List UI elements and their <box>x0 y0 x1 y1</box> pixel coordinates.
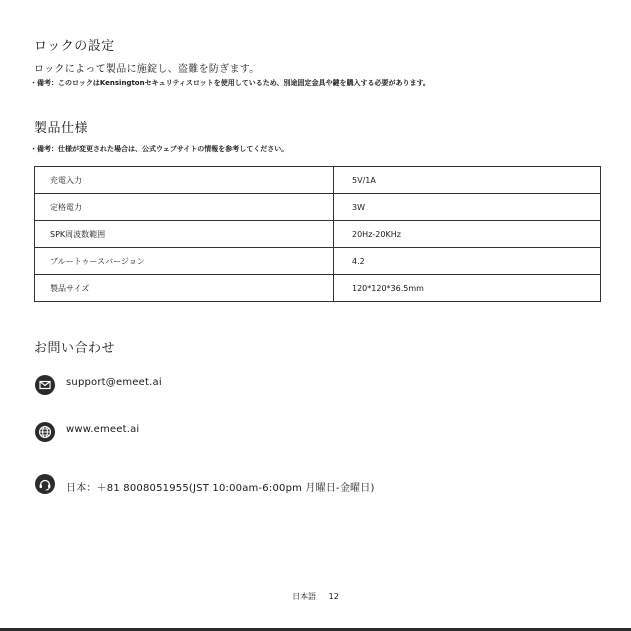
contact-section-title: お問い合わせ <box>34 341 116 356</box>
page-number: 12 <box>328 592 339 601</box>
mail-icon <box>35 375 55 395</box>
contact-phone[interactable]: 日本：＋81 8008051955(JST 10:00am-6:00pm 月曜日-金曜日) <box>66 483 375 494</box>
spec-value: 20Hz-20KHz <box>334 221 601 248</box>
spec-value: 5V/1A <box>334 167 601 194</box>
spec-label: 定格電力 <box>35 194 334 221</box>
contact-website[interactable]: www.emeet.ai <box>66 424 140 435</box>
spec-value: 4.2 <box>334 248 601 275</box>
headset-icon <box>35 474 55 494</box>
table-row <box>35 221 601 248</box>
contact-email[interactable]: support@emeet.ai <box>66 377 162 388</box>
footer-language: 日本語 <box>292 592 317 601</box>
table-row <box>35 194 601 221</box>
lock-note: ・備考：このロックはKensingtonセキュリティスロットを使用しているため、別途固定金具や鍵を購入する必要があります。 <box>30 79 430 87</box>
spec-label: SPK周波数範囲 <box>35 221 334 248</box>
table-row <box>35 248 601 275</box>
table-row <box>35 167 601 194</box>
page-footer <box>0 591 631 602</box>
spec-label: 製品サイズ <box>35 275 334 302</box>
table-row <box>35 275 601 302</box>
spec-label: 充電入力 <box>35 167 334 194</box>
spec-label: ブルートゥースバージョン <box>35 248 334 275</box>
spec-section-title: 製品仕様 <box>34 121 89 136</box>
lock-description: ロックによって製品に施錠し、盗難を防ぎます。 <box>34 64 260 75</box>
globe-icon <box>35 422 55 442</box>
spec-table <box>34 166 601 302</box>
spec-note: ・備考：仕様が変更された場合は、公式ウェブサイトの情報を参考してください。 <box>30 145 289 153</box>
lock-section-title: ロックの設定 <box>34 39 115 54</box>
spec-value: 3W <box>334 194 601 221</box>
spec-value: 120*120*36.5mm <box>334 275 601 302</box>
